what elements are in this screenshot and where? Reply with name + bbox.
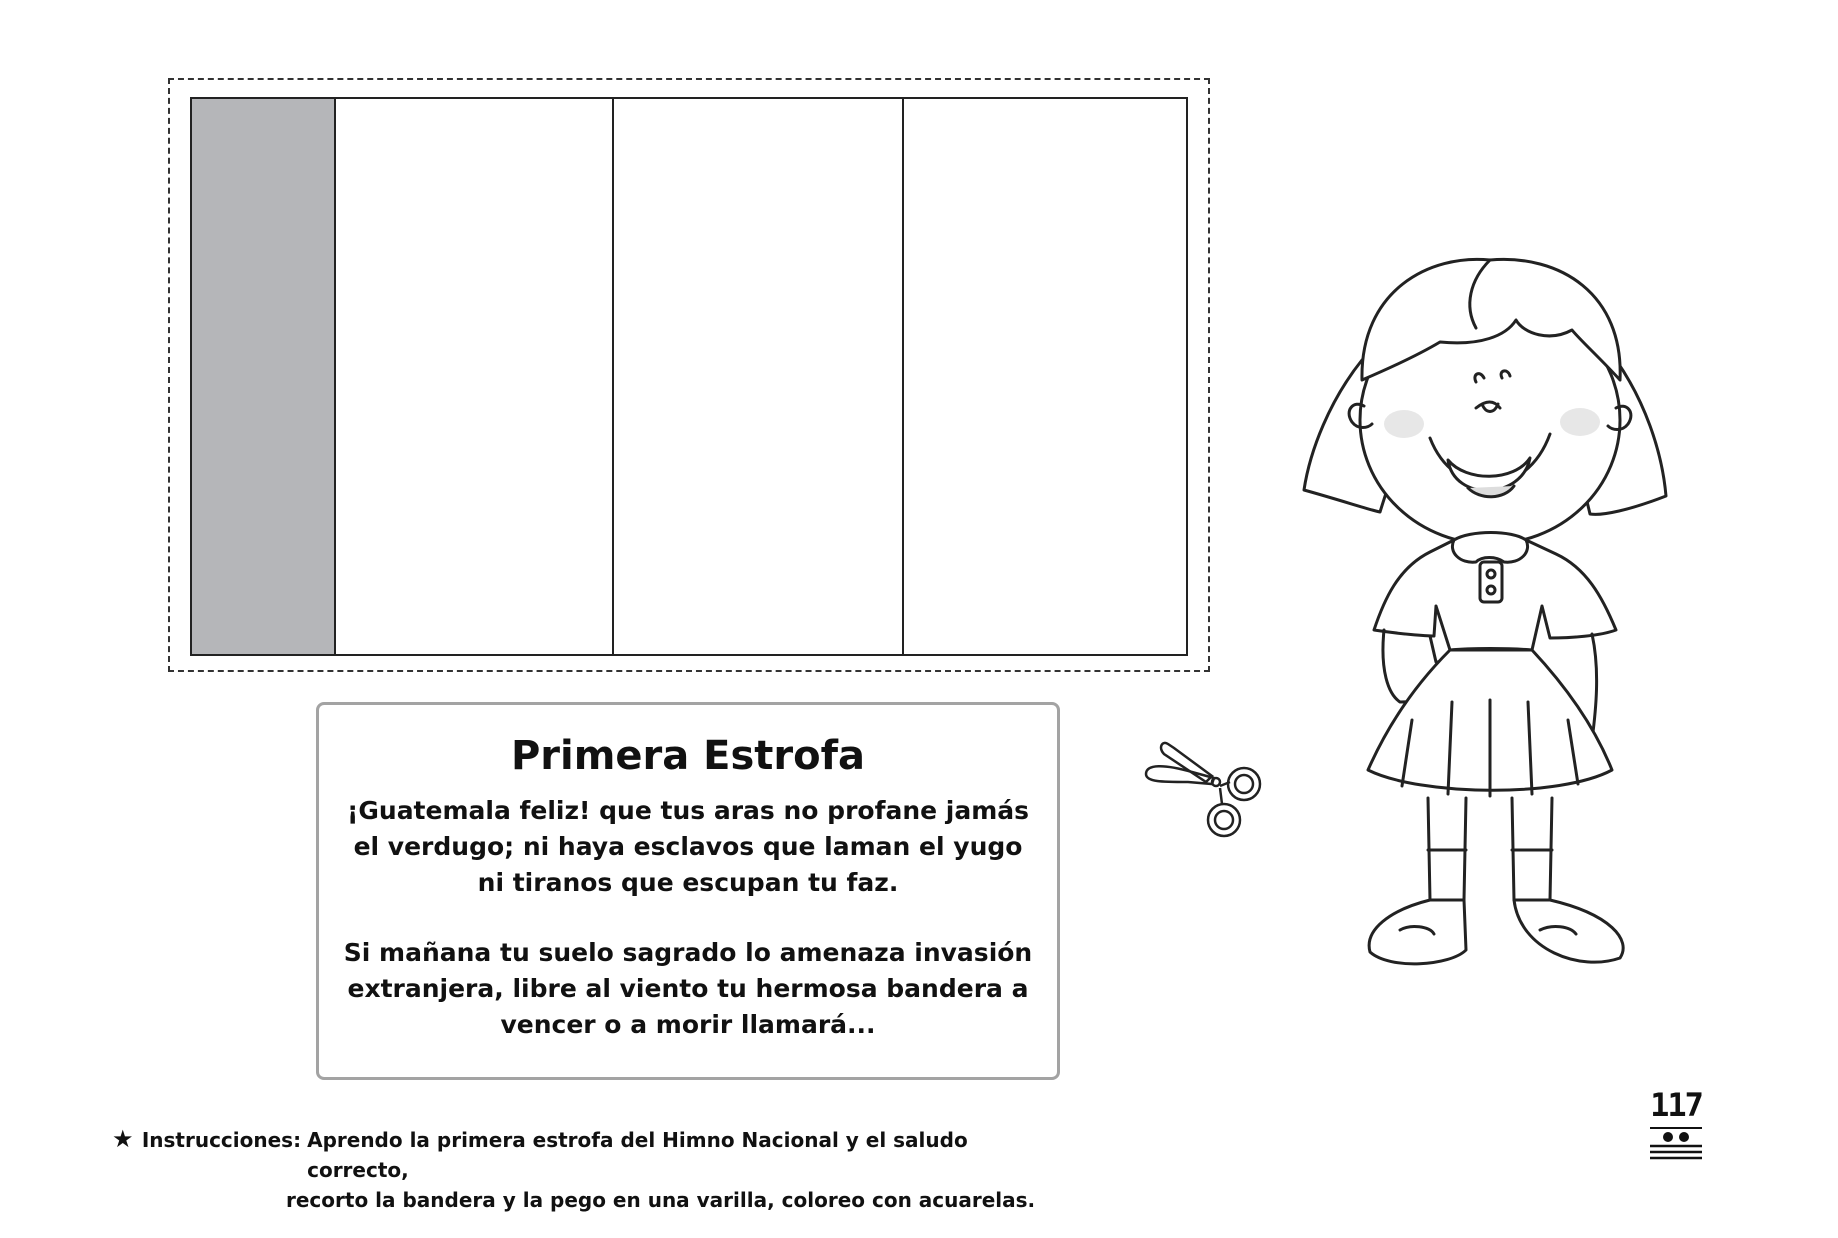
- scissors-icon: [1140, 738, 1280, 838]
- page-number: [1646, 1088, 1706, 1168]
- instructions-line-2: recorto la bandera y la pego en una varilla, coloreo con acuarelas.: [286, 1188, 1036, 1212]
- flag-band-4: [904, 99, 1186, 654]
- flag-band-2: [336, 99, 614, 654]
- verse-paragraph-2: Si mañana tu suelo sagrado lo amenaza invasión extranjera, libre al viento tu hermosa bandera a vencer o a morir llamará...: [343, 938, 1033, 1039]
- flag-outline: [190, 97, 1188, 656]
- instructions: [112, 1124, 1072, 1215]
- star-icon: ★: [112, 1125, 134, 1153]
- page-number-value: 117: [1650, 1086, 1702, 1124]
- instructions-label: Instrucciones:: [141, 1128, 302, 1152]
- girl-illustration: [1280, 250, 1700, 1110]
- instructions-line-1: Aprendo la primera estrofa del Himno Nacional y el saludo correcto,: [307, 1128, 968, 1182]
- verse-box: [316, 702, 1060, 1080]
- maya-numeral-icon: [1648, 1124, 1704, 1160]
- verse-paragraph-1: ¡Guatemala feliz! que tus aras no profane jamás el verdugo; ni haya esclavos que laman el yugo ni tiranos que escupan tu faz.: [346, 796, 1030, 897]
- flag-band-1: [192, 99, 336, 654]
- flag-band-3: [614, 99, 904, 654]
- verse-title: Primera Estrofa: [510, 733, 866, 779]
